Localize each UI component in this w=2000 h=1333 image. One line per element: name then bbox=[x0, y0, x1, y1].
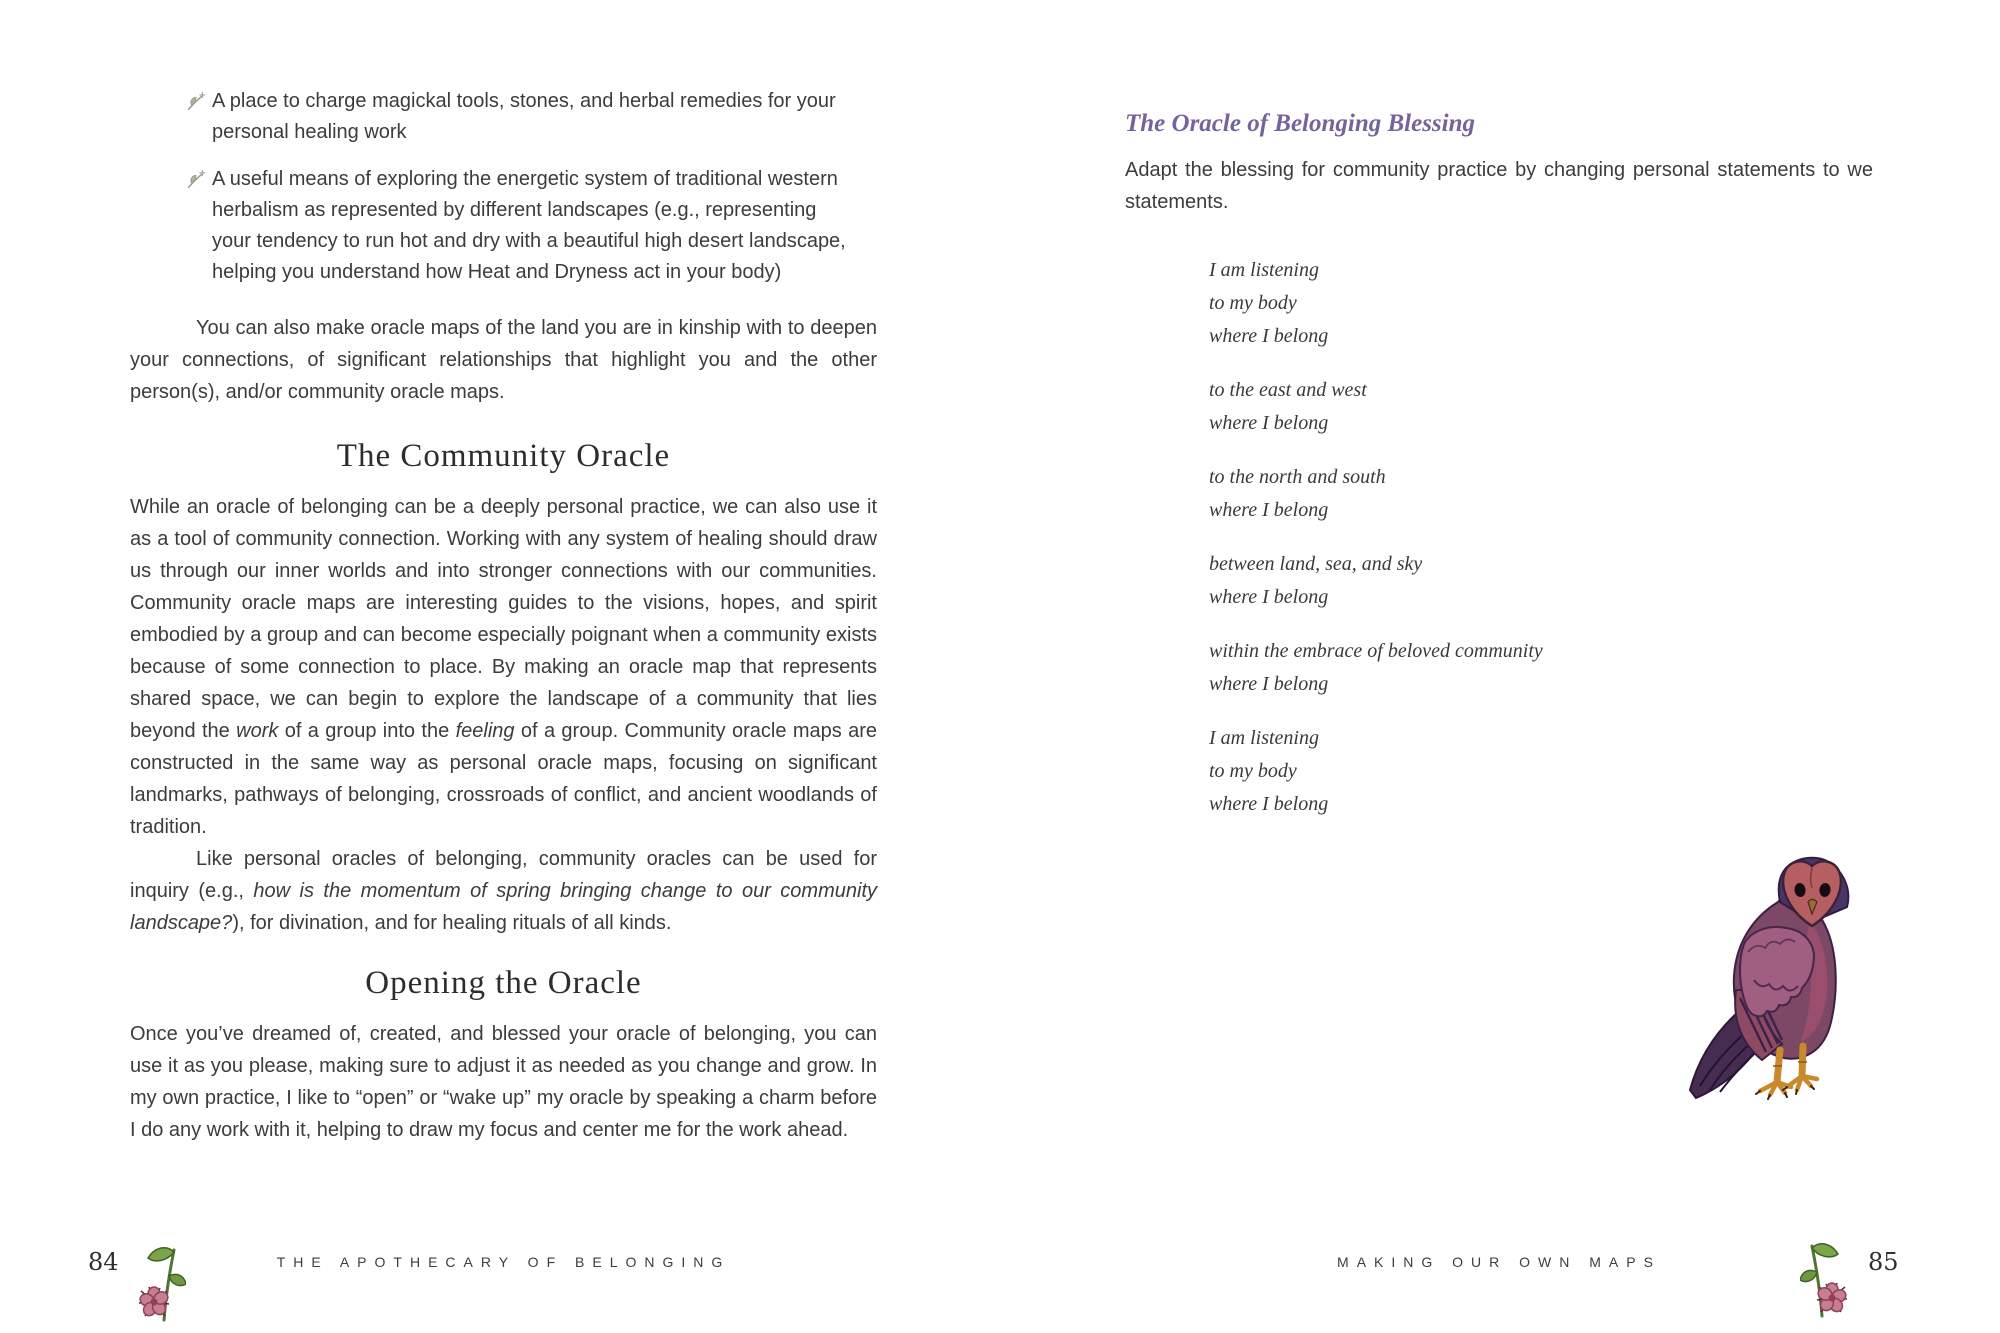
blessing-stanza bbox=[1209, 254, 1873, 353]
blessing-stanza bbox=[1209, 722, 1873, 821]
sprig-leaf-icon bbox=[186, 169, 206, 191]
page-number-left: 84 bbox=[88, 1248, 119, 1276]
running-head-right: MAKING OUR OWN MAPS bbox=[1337, 1254, 1661, 1270]
intro-paragraph: You can also make oracle maps of the land you are in kinship with to deepen your connections, of significant relationships that highlight you and the other person(s), and/or community oracle maps. bbox=[130, 317, 877, 403]
verse-line: to the north and south bbox=[1209, 466, 1386, 488]
verse-line: where I belong bbox=[1209, 412, 1329, 434]
blessing-intro-paragraph: Adapt the blessing for community practice by changing personal statements to we statements. bbox=[1125, 159, 1873, 213]
verse-line: between land, sea, and sky bbox=[1209, 553, 1423, 575]
paragraph-text: Like personal oracles of belonging, community oracles can be used for inquiry (e.g., bbox=[130, 848, 877, 902]
verse-line: where I belong bbox=[1209, 793, 1329, 815]
verse-line: where I belong bbox=[1209, 673, 1329, 695]
paragraph-text: of a group. Community oracle maps are constructed in the same way as personal oracle maps, focusing on significant landmarks, pathways of belonging, crossroads of conflict, and ancient woodlands of tradition. bbox=[130, 720, 878, 838]
verse-line: I am listening bbox=[1209, 727, 1319, 749]
flower-icon bbox=[1800, 1242, 1848, 1320]
inquiry-paragraph bbox=[130, 843, 877, 939]
page-number-right: 85 bbox=[1868, 1248, 1899, 1276]
paragraph-text: ), for divination, and for healing rituals of all kinds. bbox=[232, 912, 672, 934]
right-page-text-column bbox=[1125, 110, 1873, 842]
section-heading-community-oracle: The Community Oracle bbox=[336, 438, 671, 474]
blessing-stanza bbox=[1209, 635, 1873, 701]
blessing-verse bbox=[1209, 254, 1873, 821]
italic-word-feeling: feeling bbox=[455, 720, 515, 742]
sprig-leaf-icon bbox=[186, 91, 206, 113]
left-page-text-column bbox=[130, 86, 877, 1146]
paragraph-text: While an oracle of belonging can be a deeply personal practice, we can also use it as a tool of community connection. Working with any system of healing should draw us through our inner worlds and into stronger connections with our communities. Community oracle maps are interesting guides to the visions, hopes, and spirit embodied by a group and can become especially poignant when a community exists because of some connection to place. By making an oracle map that represents shared space, we can begin to explore the landscape of a community that lies beyond the bbox=[130, 496, 877, 742]
blessing-stanza bbox=[1209, 548, 1873, 614]
italic-inquiry-question: how is the momentum of spring bringing change to our community landscape? bbox=[130, 880, 877, 934]
verse-line: to the east and west bbox=[1209, 379, 1367, 401]
bullet-text: A useful means of exploring the energetic system of traditional western herbalism as represented by different landscapes (e.g., representing your tendency to run hot and dry with a beautiful high desert landscape, helping you understand how Heat and Dryness act in your body) bbox=[212, 168, 846, 283]
verse-line: where I belong bbox=[1209, 586, 1329, 608]
list-item bbox=[186, 164, 877, 288]
opening-oracle-paragraph: Once you’ve dreamed of, created, and blessed your oracle of belonging, you can use it as you please, making sure to adjust it as needed as you change and grow. In my own practice, I like to “open” or “wake up” my oracle by speaking a charm before I do any work with it, helping to draw my focus and center me for the work ahead. bbox=[130, 1023, 877, 1141]
verse-line: where I belong bbox=[1209, 325, 1329, 347]
paragraph-text: of a group into the bbox=[278, 720, 456, 742]
verse-line: where I belong bbox=[1209, 499, 1329, 521]
list-item bbox=[186, 86, 877, 148]
section-heading-opening-oracle: Opening the Oracle bbox=[365, 965, 642, 1001]
bullet-list bbox=[130, 86, 877, 288]
blessing-heading: The Oracle of Belonging Blessing bbox=[1125, 110, 1476, 137]
italic-word-work: work bbox=[236, 720, 279, 742]
bullet-text: A place to charge magickal tools, stones, and herbal remedies for your personal healing work bbox=[212, 90, 836, 143]
blessing-stanza bbox=[1209, 461, 1873, 527]
verse-line: I am listening bbox=[1209, 259, 1319, 281]
owl-illustration bbox=[1660, 840, 1890, 1110]
blessing-stanza bbox=[1209, 374, 1873, 440]
verse-line: within the embrace of beloved community bbox=[1209, 640, 1543, 662]
verse-line: to my body bbox=[1209, 292, 1297, 314]
community-oracle-paragraph bbox=[130, 491, 877, 843]
running-head-left: THE APOTHECARY OF BELONGING bbox=[276, 1254, 731, 1270]
verse-line: to my body bbox=[1209, 760, 1297, 782]
